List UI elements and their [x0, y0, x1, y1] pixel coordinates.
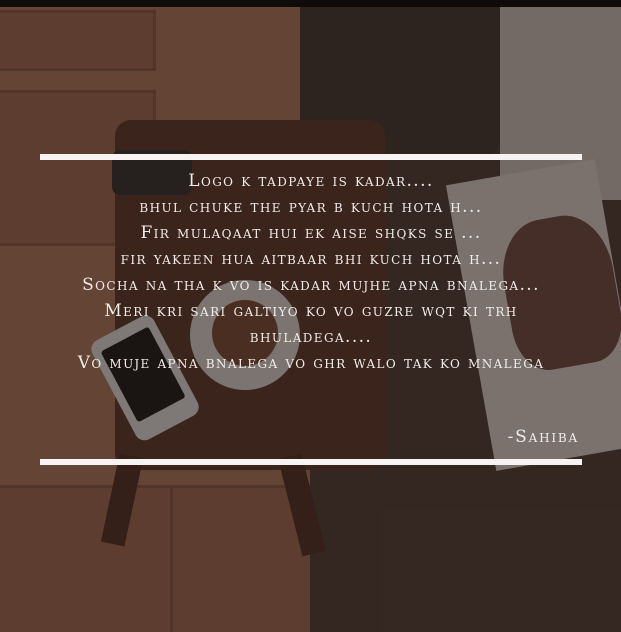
poem-line: Vo muje apna bnalega vo ghr walo tak ko mnalega	[77, 353, 545, 373]
poem-line: Meri kri sari galtiyo ko vo guzre wqt ki trh bhuladega....	[104, 301, 518, 347]
signature: -Sahiba	[507, 427, 579, 447]
bottom-rule	[40, 459, 582, 465]
poem-text	[40, 168, 582, 376]
top-border	[0, 0, 621, 7]
poem-line: Fir mulaqaat hui ek aise shqks se ...	[140, 223, 482, 243]
top-rule	[40, 154, 582, 160]
poem-line: bhul chuke the pyar b kuch hota h...	[139, 197, 483, 217]
poem-line: Logo k tadpaye is kadar....	[188, 171, 434, 191]
poem-line: Socha na tha k vo is kadar mujhe apna bnalega...	[82, 275, 540, 295]
poem-line: fir yakeen hua aitbaar bhi kuch hota h...	[120, 249, 502, 269]
